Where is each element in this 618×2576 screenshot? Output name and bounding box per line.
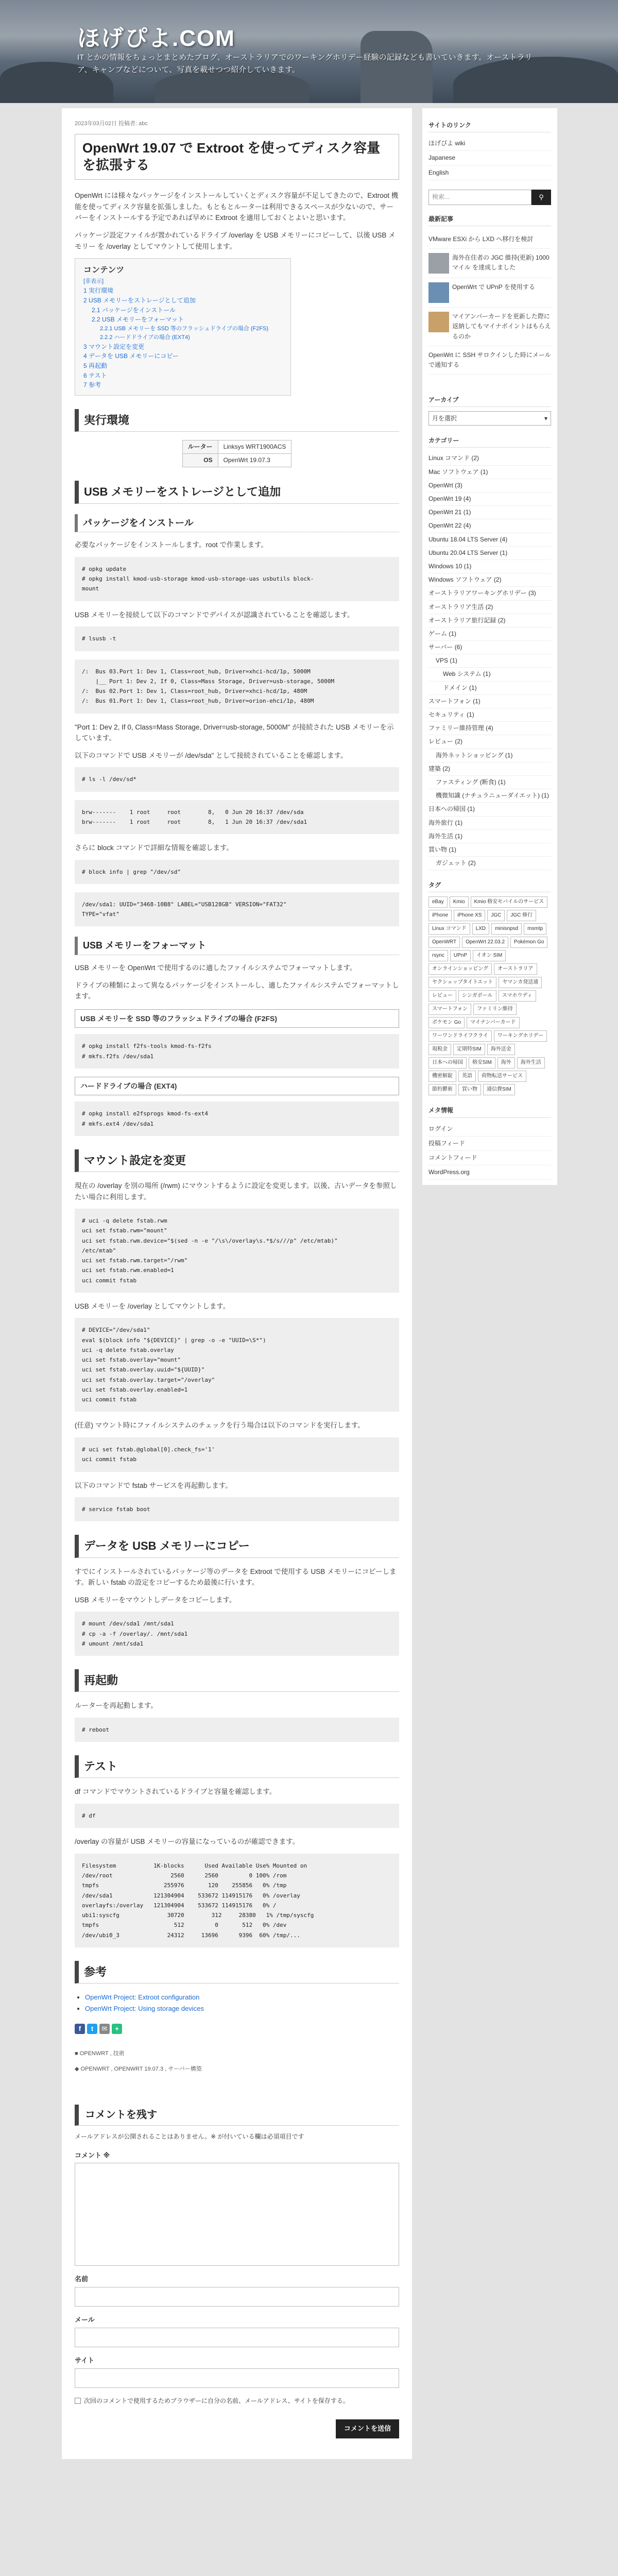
table-of-contents xyxy=(75,258,291,396)
tag-link[interactable]: 格安SIM xyxy=(469,1057,495,1069)
tag-link[interactable]: JGC xyxy=(487,910,505,921)
meta-link[interactable]: ログイン xyxy=(428,1122,551,1137)
code-block: /: Bus 03.Port 1: Dev 1, Class=root_hub, Driver=xhci-hcd/1p, 5000M |__ Port 1: Dev 2, If 0, Class=Mass Storage, Driver=usb-storage, 5000M /: Bus 02.Port 1: Dev 1, Class=root_hub, Driver=xhci-hcd/1p, 480M /: Bus 01.Port 1: Dev 1, Class=root_hub, Driver=orion-ehci/1p, 480M xyxy=(75,659,399,714)
tag-link[interactable]: LXD xyxy=(472,923,489,935)
paragraph: /overlay の容量が USB メモリーの容量になっているのが確認できます。 xyxy=(75,1838,300,1846)
tag-link[interactable]: 海外送金 xyxy=(487,1044,515,1055)
tag-link[interactable]: minisnpsd xyxy=(491,923,522,935)
tag-link[interactable]: 海外生活 xyxy=(517,1057,545,1069)
twitter-share-icon[interactable]: t xyxy=(87,2024,97,2034)
heading-ext4: ハードドライブの場合 (EXT4) xyxy=(75,1077,399,1095)
sidebar-category-item[interactable]: レビュー (2) xyxy=(428,735,551,749)
archive-select-value: 月を選択 xyxy=(432,415,457,422)
paragraph: さらに block コマンドで詳細な情報を確認します。 xyxy=(75,844,233,852)
tag-link[interactable]: 買い物 xyxy=(458,1084,481,1095)
sidebar xyxy=(422,108,557,1185)
code-block: # opkg install f2fs-tools kmod-fs-f2fs # mkfs.f2fs /dev/sda1 xyxy=(75,1034,399,1069)
sidebar-heading: サイトのリンク xyxy=(428,121,551,132)
facebook-share-icon[interactable]: f xyxy=(75,2024,85,2034)
meta-link[interactable]: WordPress.org xyxy=(428,1165,551,1180)
site-title[interactable]: ほげぴよ.COM xyxy=(77,26,235,51)
code-block: # ls -l /dev/sd* xyxy=(75,767,399,791)
cookie-label: 次回のコメントで使用するためブラウザーに自分の名前、メールアドレス、サイトを保存する。 xyxy=(84,2397,349,2404)
tag-link[interactable]: スマホウディ xyxy=(499,990,536,1002)
sidebar-category-item[interactable]: Mac ソフトウェア (1) xyxy=(428,466,551,479)
sidebar-heading: カテゴリー xyxy=(428,436,551,448)
meta-link[interactable]: 投稿フィード xyxy=(428,1137,551,1151)
list-item xyxy=(85,1992,399,2003)
code-block: # uci set fstab.@global[0].check_fs='1' uci commit fstab xyxy=(75,1437,399,1472)
toc-item[interactable]: 1 実行環境 xyxy=(83,287,114,295)
sidebar-category-item[interactable]: OpenWrt (3) xyxy=(428,479,551,493)
heading-usb: USB メモリーをストレージとして追加 xyxy=(75,481,399,503)
toc-item[interactable]: 2.1 パッケージをインストール xyxy=(92,306,176,314)
sidebar-category-item[interactable]: VPS (1) xyxy=(428,654,551,668)
tag-link[interactable]: OpenWRT xyxy=(428,937,460,948)
tag-link[interactable]: ファミリン維持 xyxy=(473,1004,517,1015)
post-meta: 2023年03月02日 投稿者: abc xyxy=(75,121,148,127)
heading-format: USB メモリーをフォーマット xyxy=(75,937,399,955)
recent-post-thumbnail[interactable] xyxy=(428,312,449,332)
code-block: # mount /dev/sda1 /mnt/sda1 # cp -a -f /overlay/. /mnt/sda1 # umount /mnt/sda1 xyxy=(75,1612,399,1656)
toc-item[interactable]: 5 再起動 xyxy=(83,362,108,369)
heading-test: テスト xyxy=(75,1755,399,1778)
code-block: # block info | grep "/dev/sd" xyxy=(75,860,399,884)
sidebar-category-item[interactable]: 海外旅行 (1) xyxy=(428,817,551,830)
code-block: Filesystem 1K-blocks Used Available Use% Mounted on /dev/root 2560 2560 0 100% /rom tmpfs 255976 120 255856 0% /tmp /dev/sda1 121304904 533672 114915176 0% /overlay overlayfs:/overlay 121304904 533672 114915176 0% / ubi1:syscfg 30720 312 28380 1% /tmp/syscfg tmpfs 512 0 512 0% /dev /dev/ubi0_3 24312 13696 9396 60% /tmp/... xyxy=(75,1854,399,1947)
paragraph: USB メモリーを /overlay としてマウントします。 xyxy=(75,1302,230,1310)
tag-link[interactable]: eBay xyxy=(428,896,448,908)
tag-link[interactable]: オーストラリア xyxy=(494,963,537,975)
sidebar-heading: メタ情報 xyxy=(428,1106,551,1117)
tag-cloud xyxy=(428,896,551,1095)
comment-textarea[interactable] xyxy=(75,2163,399,2266)
sidebar-category-item[interactable]: Windows 10 (1) xyxy=(428,560,551,573)
code-block: brw------- 1 root root 8, 0 Jun 20 16:37 /dev/sda brw------- 1 root root 8, 1 Jun 20 16:37 /dev/sda1 xyxy=(75,800,399,835)
submit-comment-button[interactable]: コメントを送信 xyxy=(336,2419,399,2438)
code-block: # df xyxy=(75,1804,399,1828)
tag-link[interactable]: rsync xyxy=(428,950,448,961)
sidebar-category-item[interactable]: ガジェット (2) xyxy=(428,857,551,870)
paragraph: 現在の /overlay を別の場所 (/rwm) にマウントするように設定を変更します。以後、古いデータを参照したい場合に利用します。 xyxy=(75,1181,397,1201)
toc-toggle[interactable]: [非表示] xyxy=(83,278,104,284)
tag-link[interactable]: Linux コマンド xyxy=(428,923,470,935)
site-description: IT とかの情報をちょっとまとめたブログ、オーストラリアでのワーキングホリデー経験の記録なども書いていきます。オーストラリア、キャンプなどについて、写真を載せつつ紹介していきます。 xyxy=(77,53,533,74)
toc-item[interactable]: 7 参考 xyxy=(83,381,101,389)
tag-link[interactable]: msmtp xyxy=(524,923,546,935)
sidebar-category-item[interactable]: 日本への帰国 (1) xyxy=(428,803,551,816)
sidebar-category-item[interactable]: スマートフォン (1) xyxy=(428,695,551,708)
sidebar-category-item[interactable]: ゲーム (1) xyxy=(428,628,551,641)
paragraph: すでにインストールされているパッケージ等のデータを Extroot で使用する USB メモリーにコピーします。新しい fstab の設定をコピーするため最後に行います。 xyxy=(75,1567,397,1587)
heading-mount: マウント設定を変更 xyxy=(75,1149,399,1172)
paragraph: 以下のコマンドで USB メモリーが /dev/sda" として接続されていることを確認します。 xyxy=(75,751,348,759)
list-item xyxy=(85,2003,399,2014)
code-block: # opkg update # opkg install kmod-usb-storage kmod-usb-storage-uas usbutils block- mount xyxy=(75,557,399,601)
tag-link[interactable]: 節約鬱術 xyxy=(428,1084,456,1095)
site-label: サイト xyxy=(75,2356,95,2364)
paragraph: "Port 1: Dev 2, If 0, Class=Mass Storage, Driver=usb-storage, 5000M" が接続された USB メモリーを示しています。 xyxy=(75,723,394,742)
tag-link[interactable]: シンガポール xyxy=(458,990,496,1002)
toc-item[interactable]: 6 テスト xyxy=(83,371,107,379)
tag-link[interactable]: ワーワンドライフクライ xyxy=(428,1030,492,1042)
reference-link[interactable]: OpenWrt Project: Using storage devices xyxy=(85,2005,204,2013)
sidebar-category-item[interactable]: オーストラリア生活 (2) xyxy=(428,601,551,614)
heading-pkg: パッケージをインストール xyxy=(75,514,399,533)
sidebar-category-item[interactable]: サーバー (6) xyxy=(428,641,551,654)
tag-link[interactable]: ヤクシェップタイトエット xyxy=(428,977,496,988)
tag-link[interactable]: 機密解錠 xyxy=(428,1071,456,1082)
toc-item[interactable]: 4 データを USB メモリーにコピー xyxy=(83,352,179,360)
sidebar-category-item[interactable]: オーストラリアワーキングホリデー (3) xyxy=(428,587,551,600)
tag-link[interactable]: 日本への帰国 xyxy=(428,1057,467,1069)
tag-link[interactable]: 現税金 xyxy=(428,1044,451,1055)
code-block: # service fstab boot xyxy=(75,1497,399,1521)
sidebar-category-item[interactable]: 海外生活 (1) xyxy=(428,830,551,843)
recent-post-title[interactable]: OpenWrt に SSH サロクインした時にメールで通知する xyxy=(428,351,551,368)
code-block: # reboot xyxy=(75,1718,399,1742)
sidebar-link[interactable]: Japanese xyxy=(428,151,551,165)
name-label: 名前 xyxy=(75,2275,89,2283)
sidebar-category-item[interactable]: セキュリティ (1) xyxy=(428,708,551,722)
reference-list xyxy=(75,1992,399,2014)
toc-title: コンテンツ xyxy=(83,266,125,275)
env-key: ルーター xyxy=(182,440,218,453)
sidebar-category-item[interactable]: OpenWrt 19 (4) xyxy=(428,493,551,506)
tag-link[interactable]: Kmio 格安モバイルのサービス xyxy=(471,896,548,908)
env-value: Linksys WRT1900ACS xyxy=(218,440,291,453)
recent-post-title[interactable]: 海外在住者の JGC 維持(更新) 1000 マイル を達成しました xyxy=(452,254,550,272)
sidebar-category-item[interactable]: 建築 (2) xyxy=(428,762,551,776)
sidebar-category-item[interactable]: 機微知識 (ナチュラニューダイエット) (1) xyxy=(428,789,551,803)
cookie-consent xyxy=(75,2396,399,2406)
email-label: メール xyxy=(75,2316,95,2324)
post-categories[interactable]: ■ OPENWRT , 技術 xyxy=(75,2050,125,2057)
reference-link[interactable]: OpenWrt Project: Extroot configuration xyxy=(85,1993,200,2001)
heading-reboot: 再起動 xyxy=(75,1669,399,1692)
recent-post-thumbnail[interactable] xyxy=(428,282,449,303)
post-title: OpenWrt 19.07 で Extroot を使ってディスク容量を拡張する xyxy=(75,134,399,180)
tag-link[interactable]: イオン SIM xyxy=(473,950,506,961)
search-form xyxy=(428,190,551,205)
heading-f2fs: USB メモリーを SSD 等のフラッシュドライブの場合 (F2FS) xyxy=(75,1009,399,1028)
toc-item[interactable]: 2.2 USB メモリーをフォーマット xyxy=(92,316,184,324)
sidebar-category-item[interactable]: Ubuntu 20.04 LTS Server (1) xyxy=(428,547,551,560)
sidebar-link[interactable]: English xyxy=(428,166,551,180)
post-tags[interactable]: ◆ OPENWRT , OPENWRT 19.07.3 , サーバー構築 xyxy=(75,2065,202,2072)
category-list xyxy=(428,452,551,870)
tag-link[interactable]: 定期特SIM xyxy=(453,1044,485,1055)
recent-post[interactable] xyxy=(428,249,551,278)
sidebar-link[interactable]: ほげぴよ wiki xyxy=(428,137,551,151)
paragraph: 以下のコマンドで fstab サービスを再起動します。 xyxy=(75,1481,232,1489)
tag-link[interactable]: スマートフォン xyxy=(428,1004,471,1015)
tag-link[interactable]: JGC 修行 xyxy=(507,910,536,921)
site-input[interactable] xyxy=(75,2368,399,2388)
code-block: # lsusb -t xyxy=(75,626,399,651)
paragraph: 必要なパッケージをインストールします。root で作業します。 xyxy=(75,541,268,549)
paragraph: USB メモリーをマウントしデータをコピーします。 xyxy=(75,1596,236,1604)
tag-link[interactable]: 荷物転送サービス xyxy=(478,1071,526,1082)
tag-link[interactable]: 海外 xyxy=(497,1057,515,1069)
comment-note: メールアドレスが公開されることはありません。※ が付いている欄は必須項目です xyxy=(75,2133,304,2141)
tag-link[interactable]: ワーキングホリデー xyxy=(494,1030,547,1042)
paragraph: ルーターを再起動します。 xyxy=(75,1702,158,1710)
tag-link[interactable]: iPhone xyxy=(428,910,452,921)
recent-post-title[interactable]: VMware ESXi から LXD へ移行を検討 xyxy=(428,235,534,243)
sidebar-category-item[interactable]: Windows ソフトウェア (2) xyxy=(428,573,551,587)
env-key: OS xyxy=(182,454,218,467)
email-share-icon[interactable]: ✉ xyxy=(99,2024,110,2034)
email-input[interactable] xyxy=(75,2328,399,2347)
sidebar-category-item[interactable]: 買い物 (1) xyxy=(428,843,551,857)
paragraph: (任意) マウント時にファイルシステムのチェックを行う場合は以下のコマンドを実行します。 xyxy=(75,1421,365,1430)
tag-link[interactable]: マイナンバーカード xyxy=(467,1017,519,1028)
chevron-down-icon: ▾ xyxy=(544,415,547,422)
sidebar-heading: タグ xyxy=(428,880,551,892)
tag-link[interactable]: ポケモン Go xyxy=(428,1017,465,1028)
recent-post-title[interactable]: マイアンパーカードを更新した際に返納してもマイナポイントはもらえるのか xyxy=(452,313,551,340)
sidebar-category-item[interactable]: OpenWrt 21 (1) xyxy=(428,506,551,519)
tag-link[interactable]: ヤマンカ発送通 xyxy=(499,977,542,988)
main-content xyxy=(62,108,412,2459)
env-value: OpenWrt 19.07.3 xyxy=(218,454,291,467)
tag-link[interactable]: レビュー xyxy=(428,990,456,1002)
more-share-icon[interactable]: + xyxy=(112,2024,122,2034)
sidebar-category-item[interactable]: Linux コマンド (2) xyxy=(428,452,551,465)
sidebar-category-item[interactable]: OpenWrt 22 (4) xyxy=(428,519,551,533)
recent-post[interactable] xyxy=(428,346,551,375)
tag-link[interactable]: Kmio xyxy=(450,896,469,908)
sidebar-category-item[interactable]: Ubuntu 18.04 LTS Server (4) xyxy=(428,533,551,547)
cookie-checkbox[interactable] xyxy=(75,2398,81,2404)
recent-post[interactable] xyxy=(428,230,551,249)
intro-paragraph-1: OpenWrt には様々なパッケージをインストールしていくとディスク容量が不足してきたので、Extroot 機能を使ってディスク容量を拡張しました。もともとルーターは利用できるスペースが少ないので、サーバーをインストールする予定であれば早めに Extroot を適用しておくとよいと思います。 xyxy=(75,192,399,222)
sidebar-category-item[interactable]: Web システム (1) xyxy=(428,668,551,681)
sidebar-category-item[interactable]: ファミリー維持管理 (4) xyxy=(428,722,551,735)
heading-ref: 参考 xyxy=(75,1961,399,1984)
toc-item[interactable]: 3 マウント設定を変更 xyxy=(83,343,145,350)
table-row xyxy=(182,440,291,453)
toc-item[interactable]: 2.2.2 ハードドライブの場合 (EXT4) xyxy=(100,334,190,341)
paragraph: ドライブの種類によって異なるパッケージをインストールし、適したファイルシステムでフォーマットします。 xyxy=(75,981,399,1001)
search-icon[interactable]: ⚲ xyxy=(531,190,551,205)
comment-heading: コメントを残す xyxy=(75,2105,399,2126)
intro-paragraph-2: パッケージ設定ファイルが置かれているドライブ /overlay を USB メモリーにコピーして、以後 USB メモリー を /overlay としてマウントして使用します。 xyxy=(75,231,396,250)
sidebar-category-item[interactable]: ドメイン (1) xyxy=(428,682,551,695)
recent-post-title[interactable]: OpenWrt で UPnP を使用する xyxy=(452,283,535,291)
code-block: /dev/sda1: UUID="3468-10B8" LABEL="USB128GB" VERSION="FAT32" TYPE="vfat" xyxy=(75,892,399,927)
sidebar-category-item[interactable]: 海外ネットショッピング (1) xyxy=(428,749,551,762)
code-block: # uci -q delete fstab.rwm uci set fstab.rwm="mount" uci set fstab.rwm.device="$(sed -n -e "/\s\/overlay\s.*$/s///p" /etc/mtab)" /etc/mtab" uci set fstab.rwm.target="/rwm" uci set fstab.rwm.enabled=1 uci commit fstab xyxy=(75,1209,399,1293)
meta-link[interactable]: コメントフィード xyxy=(428,1151,551,1165)
name-input[interactable] xyxy=(75,2287,399,2307)
sidebar-heading: アーカイブ xyxy=(428,395,551,407)
site-header xyxy=(0,0,618,103)
code-block: # DEVICE="/dev/sda1" eval $(block info "${DEVICE}" | grep -o -e "UUID=\S*") uci -q delete fstab.overlay uci set fstab.overlay="mount" uci set fstab.overlay.uuid="${UUID}" uci set fstab.overlay.target="/overlay" uci set fstab.overlay.enabled=1 uci commit fstab xyxy=(75,1318,399,1412)
share-buttons xyxy=(75,2024,399,2034)
comment-label: コメント ※ xyxy=(75,2151,110,2159)
heading-env: 実行環境 xyxy=(75,409,399,432)
search-input[interactable]: 検索... xyxy=(428,190,531,205)
paragraph: USB メモリーを OpenWrt で使用するのに適したファイルシステムでフォーマットします。 xyxy=(75,964,357,972)
sidebar-category-item[interactable]: オーストラリア旅行記録 (2) xyxy=(428,614,551,628)
tag-link[interactable]: 通信費SIM xyxy=(483,1084,515,1095)
table-row xyxy=(182,454,291,467)
tag-link[interactable]: iPhone XS xyxy=(454,910,485,921)
recent-post[interactable] xyxy=(428,308,551,346)
tag-link[interactable]: OpenWrt 22.03.2 xyxy=(462,937,508,948)
tag-link[interactable]: オンラインショッピング xyxy=(428,963,492,975)
heading-copy: データを USB メモリーにコピー xyxy=(75,1535,399,1557)
recent-post-thumbnail[interactable] xyxy=(428,253,449,274)
paragraph: USB メモリーを接続して以下のコマンドでデバイスが認識されていることを確認します。 xyxy=(75,611,354,619)
sidebar-heading: 最新記事 xyxy=(428,214,551,226)
toc-list xyxy=(83,286,282,389)
tag-link[interactable]: UPnP xyxy=(450,950,471,961)
sidebar-category-item[interactable]: ファスティング (断食) (1) xyxy=(428,776,551,789)
tag-link[interactable]: 英語 xyxy=(458,1071,476,1082)
toc-item[interactable]: 2 USB メモリーをストレージとして追加 xyxy=(83,296,196,304)
code-block: # opkg install e2fsprogs kmod-fs-ext4 # mkfs.ext4 /dev/sda1 xyxy=(75,1101,399,1136)
tag-link[interactable]: Pokémon Go xyxy=(510,937,547,948)
paragraph: df コマンドでマウントされているドライブと容量を確認します。 xyxy=(75,1788,277,1796)
archive-select[interactable] xyxy=(428,411,551,426)
env-table xyxy=(182,440,292,467)
toc-item[interactable]: 2.2.1 USB メモリーを SSD 等のフラッシュドライブの場合 (F2FS) xyxy=(100,325,269,332)
recent-post[interactable] xyxy=(428,278,551,308)
